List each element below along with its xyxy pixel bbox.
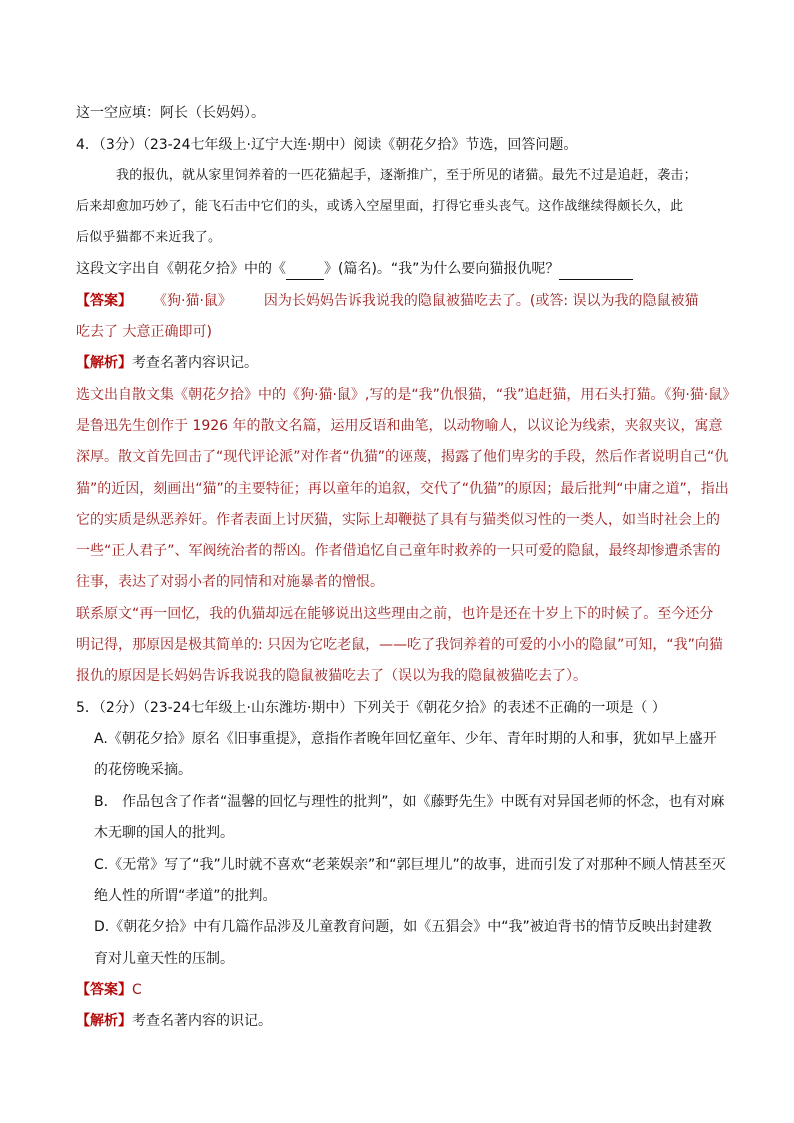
analysis-paragraph-line: 明记得，那原因是极其简单的: 只因为它吃老鼠，——吃了我饲养着的可爱的小小的隐鼠”可知，“我”向猫 — [76, 637, 723, 653]
previous-answer-line: 这一空应填：阿长（长妈妈）。 — [76, 105, 265, 121]
passage-line: 后似乎猫都不来近我了。 — [76, 230, 222, 245]
option-c[interactable]: C.《无常》写了“我”儿时就不喜欢“老莱娱亲”和“郭巨埋儿”的故事，进而引发了对那种不顾人情甚至灭 — [94, 857, 726, 873]
answer-line — [76, 980, 142, 1000]
answer-title: 《狗·猫·鼠》 — [160, 293, 232, 309]
option-a-continuation: 的花傍晚采摘。 — [94, 762, 192, 778]
answer-line — [76, 291, 699, 311]
analysis-line — [76, 353, 258, 373]
answer-blank[interactable] — [559, 259, 633, 280]
analysis-label: 【解析】 — [76, 1013, 132, 1029]
answer-blank[interactable] — [286, 259, 324, 280]
question-4-prompt — [76, 259, 633, 280]
analysis-paragraph-line: 一些“正人君子”、军阀统治者的帮凶。作者借追忆自己童年时救养的一只可爱的隐鼠，最终却惨遭杀害的 — [76, 543, 721, 559]
question-prompt-part: 》(篇名)。“我”为什么要向猫报仇呢？ — [324, 261, 560, 277]
passage-line: 后来却愈加巧妙了，能飞石击中它们的头，或诱入空屋里面，打得它垂头丧气。这作战继续得颇长久，此 — [76, 199, 684, 214]
option-c-continuation: 绝人性的所谓“孝道”的批判。 — [94, 888, 277, 904]
option-b-continuation: 木无聊的国人的批判。 — [94, 825, 234, 841]
passage-line: 我的报仇，就从家里饲养着的一匹花猫起手，逐渐推广，至于所见的诸猫。最先不过是追赶，袭击； — [116, 168, 697, 183]
option-a[interactable]: A.《朝花夕拾》原名《旧事重提》，意指作者晚年回忆童年、少年、青年时期的人和事，犹如早上盛开 — [94, 731, 717, 747]
answer-continuation: 吃去了 大意正确即可) — [76, 324, 212, 340]
analysis-paragraph-line: 是鲁迅先生创作于 1926 年的散文名篇，运用反语和曲笔，以动物喻人，以议论为线索，夹叙夹议，寓意 — [76, 418, 723, 434]
analysis-paragraph-line: 猫”的近因，刻画出“猫”的主要特征；再以童年的追叙，交代了“仇猫”的原因；最后批判“中庸之道”，指出 — [76, 481, 729, 497]
option-d-continuation: 育对儿童天性的压制。 — [94, 951, 234, 967]
question-4-header: 4．（3分）（23-24七年级上·辽宁大连·期中）阅读《朝花夕拾》节选，回答问题。 — [76, 137, 578, 153]
analysis-text: 考查名著内容的识记。 — [132, 1013, 272, 1029]
answer-label: 【答案】 — [76, 982, 132, 998]
analysis-paragraph-line: 选文出自散文集《朝花夕拾》中的《狗·猫·鼠》,写的是“我”仇恨猫，“我”追赶猫，用石头打猫。《狗·猫·鼠》 — [76, 387, 737, 403]
question-5-header: 5．（2分）（23-24七年级上·山东潍坊·期中）下列关于《朝花夕拾》的表述不正确的一项是（ ） — [76, 700, 666, 716]
analysis-paragraph-line: 深厚。散文首先回击了“现代评论派”对作者“仇猫”的诬蔑，揭露了他们卑劣的手段，然后作者说明自己“仇 — [76, 449, 729, 465]
analysis-paragraph-line: 报仇的原因是长妈妈告诉我说我的隐鼠被猫吃去了（误以为我的隐鼠被猫吃去了）。 — [76, 668, 587, 684]
question-prompt-part: 这段文字出自《朝花夕拾》中的《 — [76, 261, 286, 277]
analysis-paragraph-line: 往事，表达了对弱小者的同情和对施暴者的憎恨。 — [76, 574, 384, 590]
analysis-paragraph-line: 联系原文“再一回忆，我的仇猫却远在能够说出这些理由之前，也许是还在十岁上下的时候了。至今还分 — [76, 606, 714, 622]
analysis-paragraph-line: 它的实质是纵恶养奸。作者表面上讨厌猫，实际上却鞭挞了具有与猫类似习性的一类人，如当时社会上的 — [76, 512, 720, 528]
option-d[interactable]: D.《朝花夕拾》中有几篇作品涉及儿童教育问题，如《五猖会》中“我”被迫背书的情节反映出封建教 — [94, 919, 712, 935]
analysis-label: 【解析】 — [76, 355, 132, 371]
answer-value: C — [132, 982, 142, 998]
answer-text: 因为长妈妈告诉我说我的隐鼠被猫吃去了。(或答: 误以为我的隐鼠被猫 — [263, 293, 699, 309]
answer-label: 【答案】 — [76, 293, 132, 309]
option-b[interactable]: B． 作品包含了作者“温馨的回忆与理性的批判”，如《藤野先生》中既有对异国老师的怀念，也有对麻 — [94, 794, 725, 810]
analysis-intro: 考查名著内容识记。 — [132, 355, 258, 371]
analysis-line — [76, 1011, 272, 1031]
